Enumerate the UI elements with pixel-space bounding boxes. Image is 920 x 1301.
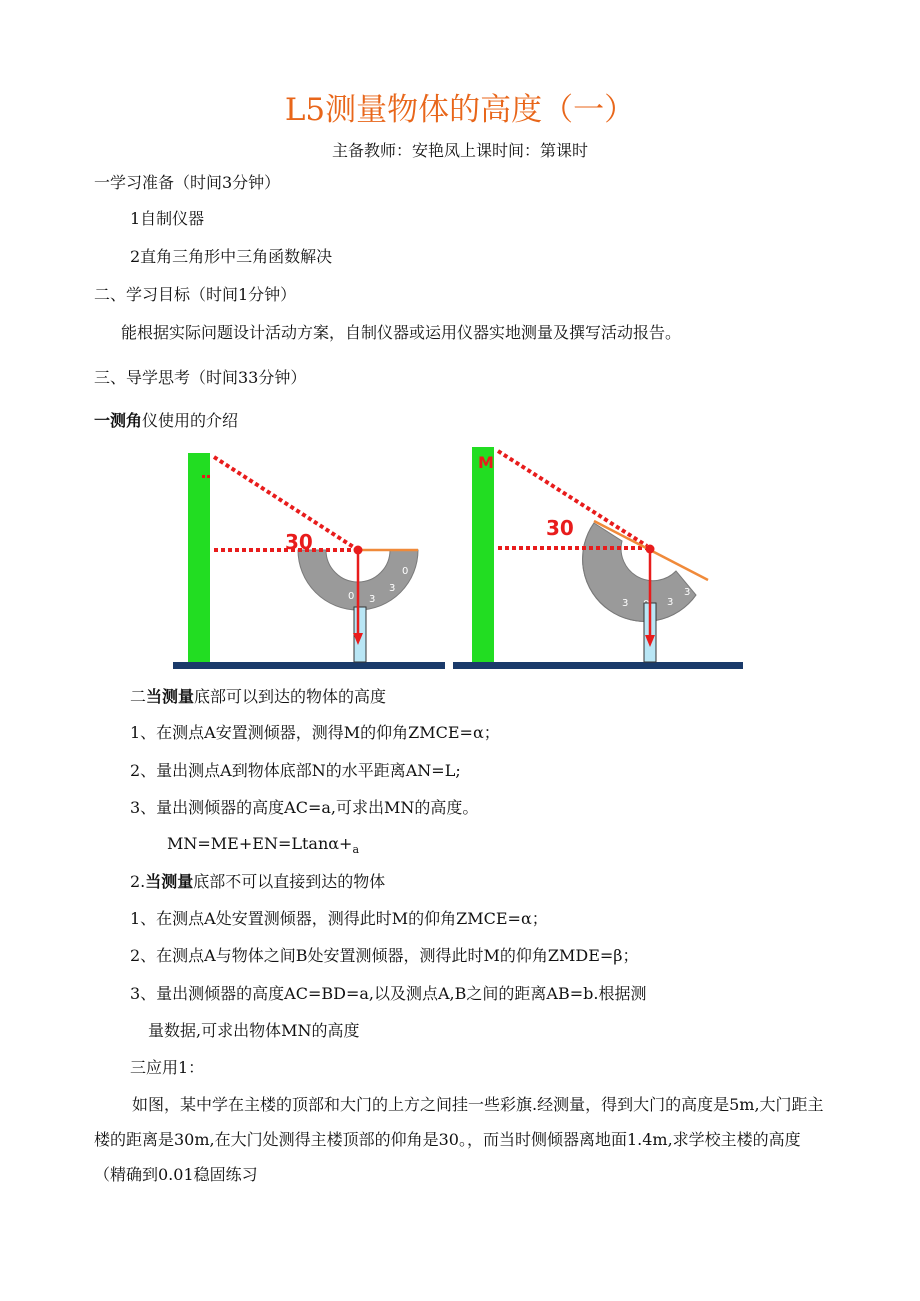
dial-digit: 3 (684, 587, 691, 598)
part3-step2: 2、在测点A与物体之间B处安置测倾器，测得此时M的仰角ZMDE=β； (130, 946, 639, 965)
part3-step3: 3、量出测倾器的高度AC=BD=a,以及测点A,B之间的距离AB=b.根据测 (130, 984, 647, 1003)
section3-subheading (94, 410, 238, 432)
dial-digit: 3 (369, 594, 376, 605)
section2-heading: 二、学习目标（时间1分钟） (94, 285, 297, 304)
part3-heading (130, 871, 385, 893)
page-title: L5测量物体的高度（一） (284, 92, 636, 128)
section2-text: 能根据实际问题设计活动方案，自制仪器或运用仪器实地测量及撰写活动报告。 (121, 323, 682, 342)
clinometer-figures (170, 445, 750, 675)
part2-heading-bold: 当测量 (146, 687, 195, 706)
part3-step3-cont: 量数据,可求出物体MN的高度 (148, 1021, 360, 1040)
formula-sub: a (352, 843, 360, 856)
subtitle: 主备教师：安艳凤上课时间：第课时 (331, 141, 588, 160)
part2-heading-pre: 二 (130, 687, 147, 706)
section1-item2: 2直角三角形中三角函数解决 (130, 247, 333, 266)
right-ground (453, 662, 743, 669)
dial-digit: 3 (389, 583, 396, 594)
left-ground (173, 662, 445, 669)
right-figure (453, 447, 743, 669)
part2-heading (130, 686, 386, 708)
dial-digit: 0 (348, 591, 355, 602)
dial-digit: 0 (402, 566, 409, 577)
section1-heading: 一学习准备（时间3分钟） (94, 173, 281, 192)
right-point-label: M (478, 453, 494, 472)
left-angle-label: 30 (285, 530, 313, 554)
part3-heading-bold: 当测量 (145, 872, 194, 891)
part3-heading-pre: 2. (130, 872, 146, 891)
dial-digit: 3 (622, 598, 629, 609)
subheading-rest: 仪使用的介绍 (142, 411, 239, 430)
application-paragraph: 如图，某中学在主楼的顶部和大门的上方之间挂一些彩旗.经测量，得到大门的高度是5m,大门距主楼的距离是30m,在大门处测得主楼顶部的仰角是30。，而当时侧倾器离地面1.4m,求学校主楼的高度（精确到0.01稳固练习 (94, 1095, 824, 1184)
part2-step3: 3、量出测倾器的高度AC=a,可求出MN的高度。 (130, 798, 479, 817)
left-pole (188, 453, 210, 662)
formula (167, 833, 359, 861)
part3-heading-rest: 底部不可以直接到达的物体 (193, 872, 386, 891)
part2-heading-rest: 底部可以到达的物体的高度 (194, 687, 387, 706)
right-pole (472, 447, 494, 662)
part2-step2: 2、量出测点A到物体底部N的水平距离AN=L; (130, 761, 461, 780)
part3-step1: 1、在测点A处安置测倾器，测得此时M的仰角ZMCE=α； (130, 909, 548, 928)
section1-item1: 1自制仪器 (130, 209, 205, 228)
part2-step1: 1、在测点A安置测倾器，测得M的仰角ZMCE=α； (130, 723, 500, 742)
left-figure (173, 453, 445, 669)
right-dial (583, 523, 696, 621)
formula-main: MN=ME+EN=Ltanα+ (167, 834, 353, 853)
application-heading: 三应用1： (130, 1058, 205, 1077)
right-angle-label: 30 (546, 516, 574, 540)
subheading-bold: 一测角 (94, 411, 143, 430)
dial-digit: 3 (667, 597, 674, 608)
section3-heading: 三、导学思考（时间33分钟） (94, 368, 307, 387)
